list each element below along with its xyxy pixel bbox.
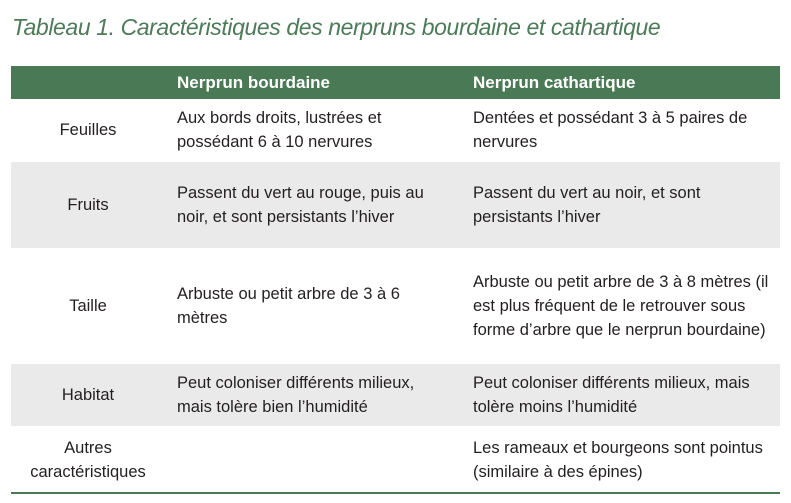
table-header xyxy=(11,66,780,99)
row-label: Taille xyxy=(11,249,165,363)
table-row-taille xyxy=(11,249,780,363)
table-title: Tableau 1. Caractéristiques des nerpruns bourdaine et cathartique xyxy=(12,14,661,40)
table-row-autres xyxy=(11,427,780,491)
row-label: Feuilles xyxy=(59,120,117,139)
header-blank-cell xyxy=(11,66,165,99)
table-bottom-border xyxy=(11,492,780,494)
row-label: Fruits xyxy=(11,161,165,249)
header-bourdaine: Nerprun bourdaine xyxy=(165,66,461,99)
cell-bourdaine: Passent du vert au rouge, puis au noir, et sont persistants l’hiver xyxy=(165,161,461,249)
cell-cathartique: Arbuste ou petit arbre de 3 à 8 mètres (il est plus fréquent de le retrouver sous forme d’arbre que le nerprun bourdaine) xyxy=(461,249,780,363)
row-label: Habitat xyxy=(11,363,165,427)
cell-bourdaine: Aux bords droits, lustrées et possédant 6 à 10 nervures xyxy=(177,108,382,151)
row-label: Autres caractéristiques xyxy=(11,427,165,491)
cell-cathartique: Les rameaux et bourgeons sont pointus (similaire à des épines) xyxy=(461,427,780,491)
comparison-table xyxy=(11,66,780,491)
cell-cathartique: Dentées et possédant 3 à 5 paires de nervures xyxy=(473,108,748,151)
table-row-habitat xyxy=(11,363,780,427)
cell-bourdaine xyxy=(165,427,461,491)
cell-cathartique: Passent du vert au noir, et sont persistants l’hiver xyxy=(461,161,780,249)
table-row-fruits xyxy=(11,161,780,249)
table-row-feuilles xyxy=(11,99,780,161)
cell-cathartique: Peut coloniser différents milieux, mais tolère moins l’humidité xyxy=(461,363,780,427)
header-cathartique: Nerprun cathartique xyxy=(461,66,780,99)
cell-bourdaine: Peut coloniser différents milieux, mais tolère bien l’humidité xyxy=(165,363,461,427)
cell-bourdaine: Arbuste ou petit arbre de 3 à 6 mètres xyxy=(165,249,461,363)
